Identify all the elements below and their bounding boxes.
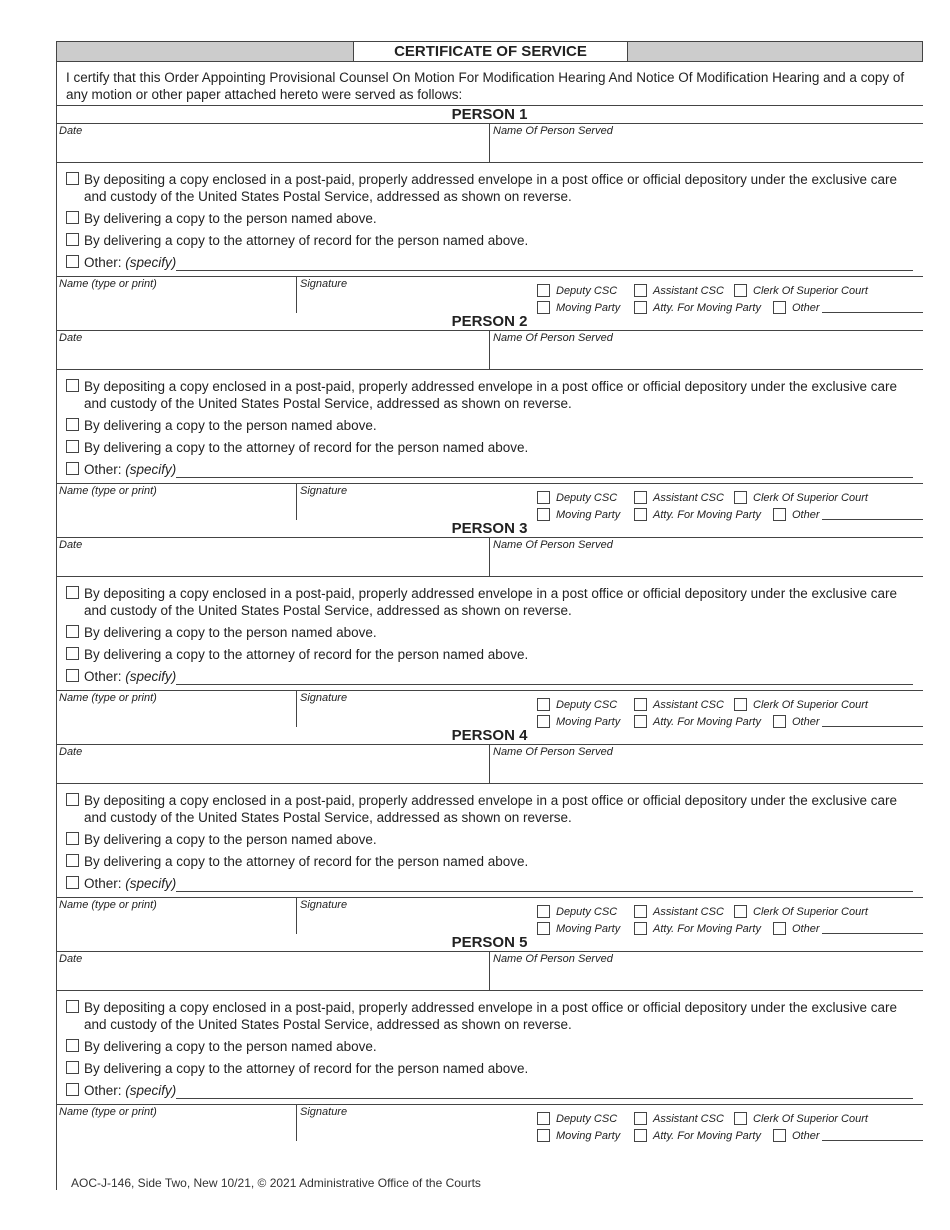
form-title: CERTIFICATE OF SERVICE [354,42,628,61]
role-assistant-csc-checkbox[interactable] [634,698,647,711]
method-other-option [66,875,923,892]
role-deputy-csc-checkbox[interactable] [537,1112,550,1125]
method-mail-checkbox[interactable] [66,793,79,806]
method-mail-option [66,999,923,1033]
role-assistant-csc-label: Assistant CSC [653,905,724,918]
signature-label: Signature [300,692,348,704]
method-attorney-option [66,439,923,456]
method-other-option [66,461,923,478]
method-person-checkbox[interactable] [66,625,79,638]
name-print-field[interactable] [56,1105,297,1141]
method-mail-label: By depositing a copy enclosed in a post-paid, properly addressed envelope in a post office or official depository under the exclusive care and custody of the United States Postal Service, addressed as shown on reverse. [84,793,897,825]
name-of-person-served-field[interactable] [490,538,923,576]
role-atty-moving-party-label: Atty. For Moving Party [653,508,761,521]
name-print-field[interactable] [56,898,297,934]
date-field[interactable] [56,538,490,576]
role-clerk-label: Clerk Of Superior Court [753,284,868,297]
method-other-label: Other: (specify) [84,876,177,891]
date-label: Date [59,125,83,137]
role-other-field[interactable] [822,716,923,727]
role-other-field[interactable] [822,302,923,313]
role-clerk-checkbox[interactable] [734,698,747,711]
role-clerk-checkbox[interactable] [734,491,747,504]
role-deputy-csc-label: Deputy CSC [556,284,618,297]
method-other-checkbox[interactable] [66,876,79,889]
role-deputy-csc-checkbox[interactable] [537,905,550,918]
role-clerk-label: Clerk Of Superior Court [753,905,868,918]
role-deputy-csc-label: Deputy CSC [556,1112,618,1125]
role-clerk-label: Clerk Of Superior Court [753,1112,868,1125]
signer-role-options [537,898,923,934]
person-3-section [56,520,923,727]
role-assistant-csc-label: Assistant CSC [653,698,724,711]
signature-label: Signature [300,1106,348,1118]
role-deputy-csc-checkbox[interactable] [537,284,550,297]
name-print-label: Name (type or print) [59,278,157,290]
method-person-checkbox[interactable] [66,832,79,845]
person-heading: PERSON 1 [56,106,923,124]
role-other-field[interactable] [822,923,923,934]
role-clerk-label: Clerk Of Superior Court [753,491,868,504]
method-other-option [66,668,923,685]
method-other-specify-field[interactable] [176,254,913,271]
role-moving-party-label: Moving Party [556,715,621,728]
method-attorney-checkbox[interactable] [66,854,79,867]
method-attorney-checkbox[interactable] [66,440,79,453]
name-of-person-served-label: Name Of Person Served [493,332,613,344]
method-attorney-option [66,232,923,249]
method-person-checkbox[interactable] [66,211,79,224]
name-print-field[interactable] [56,277,297,313]
person-heading: PERSON 4 [56,727,923,745]
method-attorney-checkbox[interactable] [66,1061,79,1074]
method-person-checkbox[interactable] [66,418,79,431]
method-other-specify-field[interactable] [176,1082,913,1099]
role-other-label: Other [792,301,820,314]
method-mail-checkbox[interactable] [66,172,79,185]
person-2-section [56,313,923,520]
role-deputy-csc-label: Deputy CSC [556,905,618,918]
role-other-label: Other [792,508,820,521]
method-person-option [66,831,923,848]
name-print-label: Name (type or print) [59,899,157,911]
signature-label: Signature [300,485,348,497]
person-heading: PERSON 2 [56,313,923,331]
name-of-person-served-field[interactable] [490,745,923,783]
method-attorney-option [66,1060,923,1077]
method-mail-label: By depositing a copy enclosed in a post-paid, properly addressed envelope in a post office or official depository under the exclusive care and custody of the United States Postal Service, addressed as shown on reverse. [84,172,897,204]
role-moving-party-checkbox[interactable] [537,1129,550,1142]
role-moving-party-label: Moving Party [556,922,621,935]
method-person-option [66,417,923,434]
role-assistant-csc-label: Assistant CSC [653,284,724,297]
person-4-section [56,727,923,934]
date-label: Date [59,746,83,758]
role-assistant-csc-label: Assistant CSC [653,1112,724,1125]
method-attorney-checkbox[interactable] [66,647,79,660]
role-moving-party-label: Moving Party [556,301,621,314]
method-mail-label: By depositing a copy enclosed in a post-paid, properly addressed envelope in a post office or official depository under the exclusive care and custody of the United States Postal Service, addressed as shown on reverse. [84,379,897,411]
method-other-specify-field[interactable] [176,461,913,478]
role-atty-moving-party-label: Atty. For Moving Party [653,922,761,935]
method-person-checkbox[interactable] [66,1039,79,1052]
role-atty-moving-party-label: Atty. For Moving Party [653,301,761,314]
signer-role-options [537,484,923,520]
title-shade-right [628,42,922,61]
person-heading: PERSON 3 [56,520,923,538]
method-person-label: By delivering a copy to the person named above. [84,211,377,226]
method-person-label: By delivering a copy to the person named above. [84,1039,377,1054]
method-other-label: Other: (specify) [84,462,177,477]
signer-role-options [537,277,923,313]
role-assistant-csc-label: Assistant CSC [653,491,724,504]
method-other-label: Other: (specify) [84,1083,177,1098]
signature-label: Signature [300,278,348,290]
role-assistant-csc-checkbox[interactable] [634,491,647,504]
role-other-field[interactable] [822,509,923,520]
method-mail-label: By depositing a copy enclosed in a post-paid, properly addressed envelope in a post office or official depository under the exclusive care and custody of the United States Postal Service, addressed as shown on reverse. [84,586,897,618]
date-field[interactable] [56,124,490,162]
person-1-section [56,106,923,313]
role-other-checkbox[interactable] [773,1129,786,1142]
method-attorney-label: By delivering a copy to the attorney of record for the person named above. [84,1061,529,1076]
name-print-label: Name (type or print) [59,485,157,497]
method-attorney-option [66,646,923,663]
name-print-label: Name (type or print) [59,1106,157,1118]
method-other-label: Other: (specify) [84,255,177,270]
signature-field[interactable] [297,898,537,934]
role-other-label: Other [792,715,820,728]
method-other-specify-field[interactable] [176,875,913,892]
role-clerk-checkbox[interactable] [734,1112,747,1125]
date-label: Date [59,953,83,965]
method-person-label: By delivering a copy to the person named above. [84,418,377,433]
name-of-person-served-field[interactable] [490,124,923,162]
role-atty-moving-party-checkbox[interactable] [634,1129,647,1142]
method-other-checkbox[interactable] [66,255,79,268]
date-field[interactable] [56,745,490,783]
method-mail-option [66,792,923,826]
method-attorney-label: By delivering a copy to the attorney of record for the person named above. [84,647,529,662]
role-moving-party-label: Moving Party [556,1129,621,1142]
title-row [56,41,923,62]
method-mail-label: By depositing a copy enclosed in a post-paid, properly addressed envelope in a post office or official depository under the exclusive care and custody of the United States Postal Service, addressed as shown on reverse. [84,1000,897,1032]
signer-role-options [537,691,923,727]
role-assistant-csc-checkbox[interactable] [634,905,647,918]
method-mail-checkbox[interactable] [66,586,79,599]
person-5-section [56,934,923,1141]
role-deputy-csc-label: Deputy CSC [556,698,618,711]
name-of-person-served-label: Name Of Person Served [493,746,613,758]
method-mail-option [66,585,923,619]
method-other-option [66,254,923,271]
method-other-specify-field[interactable] [176,668,913,685]
method-other-label: Other: (specify) [84,669,177,684]
role-clerk-label: Clerk Of Superior Court [753,698,868,711]
date-field[interactable] [56,952,490,990]
certificate-of-service-form [56,41,923,1141]
signature-field[interactable] [297,484,537,520]
role-deputy-csc-checkbox[interactable] [537,698,550,711]
date-label: Date [59,332,83,344]
title-shade-left [57,42,354,61]
method-attorney-checkbox[interactable] [66,233,79,246]
role-deputy-csc-checkbox[interactable] [537,491,550,504]
method-other-option [66,1082,923,1099]
method-person-label: By delivering a copy to the person named above. [84,625,377,640]
role-atty-moving-party-label: Atty. For Moving Party [653,1129,761,1142]
name-print-field[interactable] [56,484,297,520]
role-assistant-csc-checkbox[interactable] [634,284,647,297]
signature-field[interactable] [297,1105,537,1141]
name-print-field[interactable] [56,691,297,727]
method-other-checkbox[interactable] [66,669,79,682]
role-other-label: Other [792,1129,820,1142]
method-mail-checkbox[interactable] [66,379,79,392]
role-assistant-csc-checkbox[interactable] [634,1112,647,1125]
method-person-option [66,624,923,641]
signature-field[interactable] [297,691,537,727]
signer-role-options [537,1105,923,1141]
name-of-person-served-label: Name Of Person Served [493,539,613,551]
method-mail-option [66,171,923,205]
method-mail-option [66,378,923,412]
method-person-label: By delivering a copy to the person named above. [84,832,377,847]
name-of-person-served-label: Name Of Person Served [493,953,613,965]
method-attorney-label: By delivering a copy to the attorney of record for the person named above. [84,233,529,248]
certification-statement: I certify that this Order Appointing Provisional Counsel On Motion For Modification Hearing And Notice Of Modification Hearing and a copy of any motion or other paper attached hereto were served as follows: [56,62,923,106]
method-attorney-label: By delivering a copy to the attorney of record for the person named above. [84,440,529,455]
date-label: Date [59,539,83,551]
name-of-person-served-label: Name Of Person Served [493,125,613,137]
signature-label: Signature [300,899,348,911]
role-clerk-checkbox[interactable] [734,905,747,918]
person-heading: PERSON 5 [56,934,923,952]
role-deputy-csc-label: Deputy CSC [556,491,618,504]
role-moving-party-label: Moving Party [556,508,621,521]
method-mail-checkbox[interactable] [66,1000,79,1013]
form-footer: AOC-J-146, Side Two, New 10/21, © 2021 Administrative Office of the Courts [71,1176,481,1190]
method-person-option [66,210,923,227]
signature-field[interactable] [297,277,537,313]
date-field[interactable] [56,331,490,369]
name-of-person-served-field[interactable] [490,331,923,369]
role-other-label: Other [792,922,820,935]
name-of-person-served-field[interactable] [490,952,923,990]
method-person-option [66,1038,923,1055]
role-other-field[interactable] [822,1130,923,1141]
method-other-checkbox[interactable] [66,1083,79,1096]
role-clerk-checkbox[interactable] [734,284,747,297]
name-print-label: Name (type or print) [59,692,157,704]
method-attorney-label: By delivering a copy to the attorney of record for the person named above. [84,854,529,869]
role-atty-moving-party-label: Atty. For Moving Party [653,715,761,728]
method-other-checkbox[interactable] [66,462,79,475]
method-attorney-option [66,853,923,870]
